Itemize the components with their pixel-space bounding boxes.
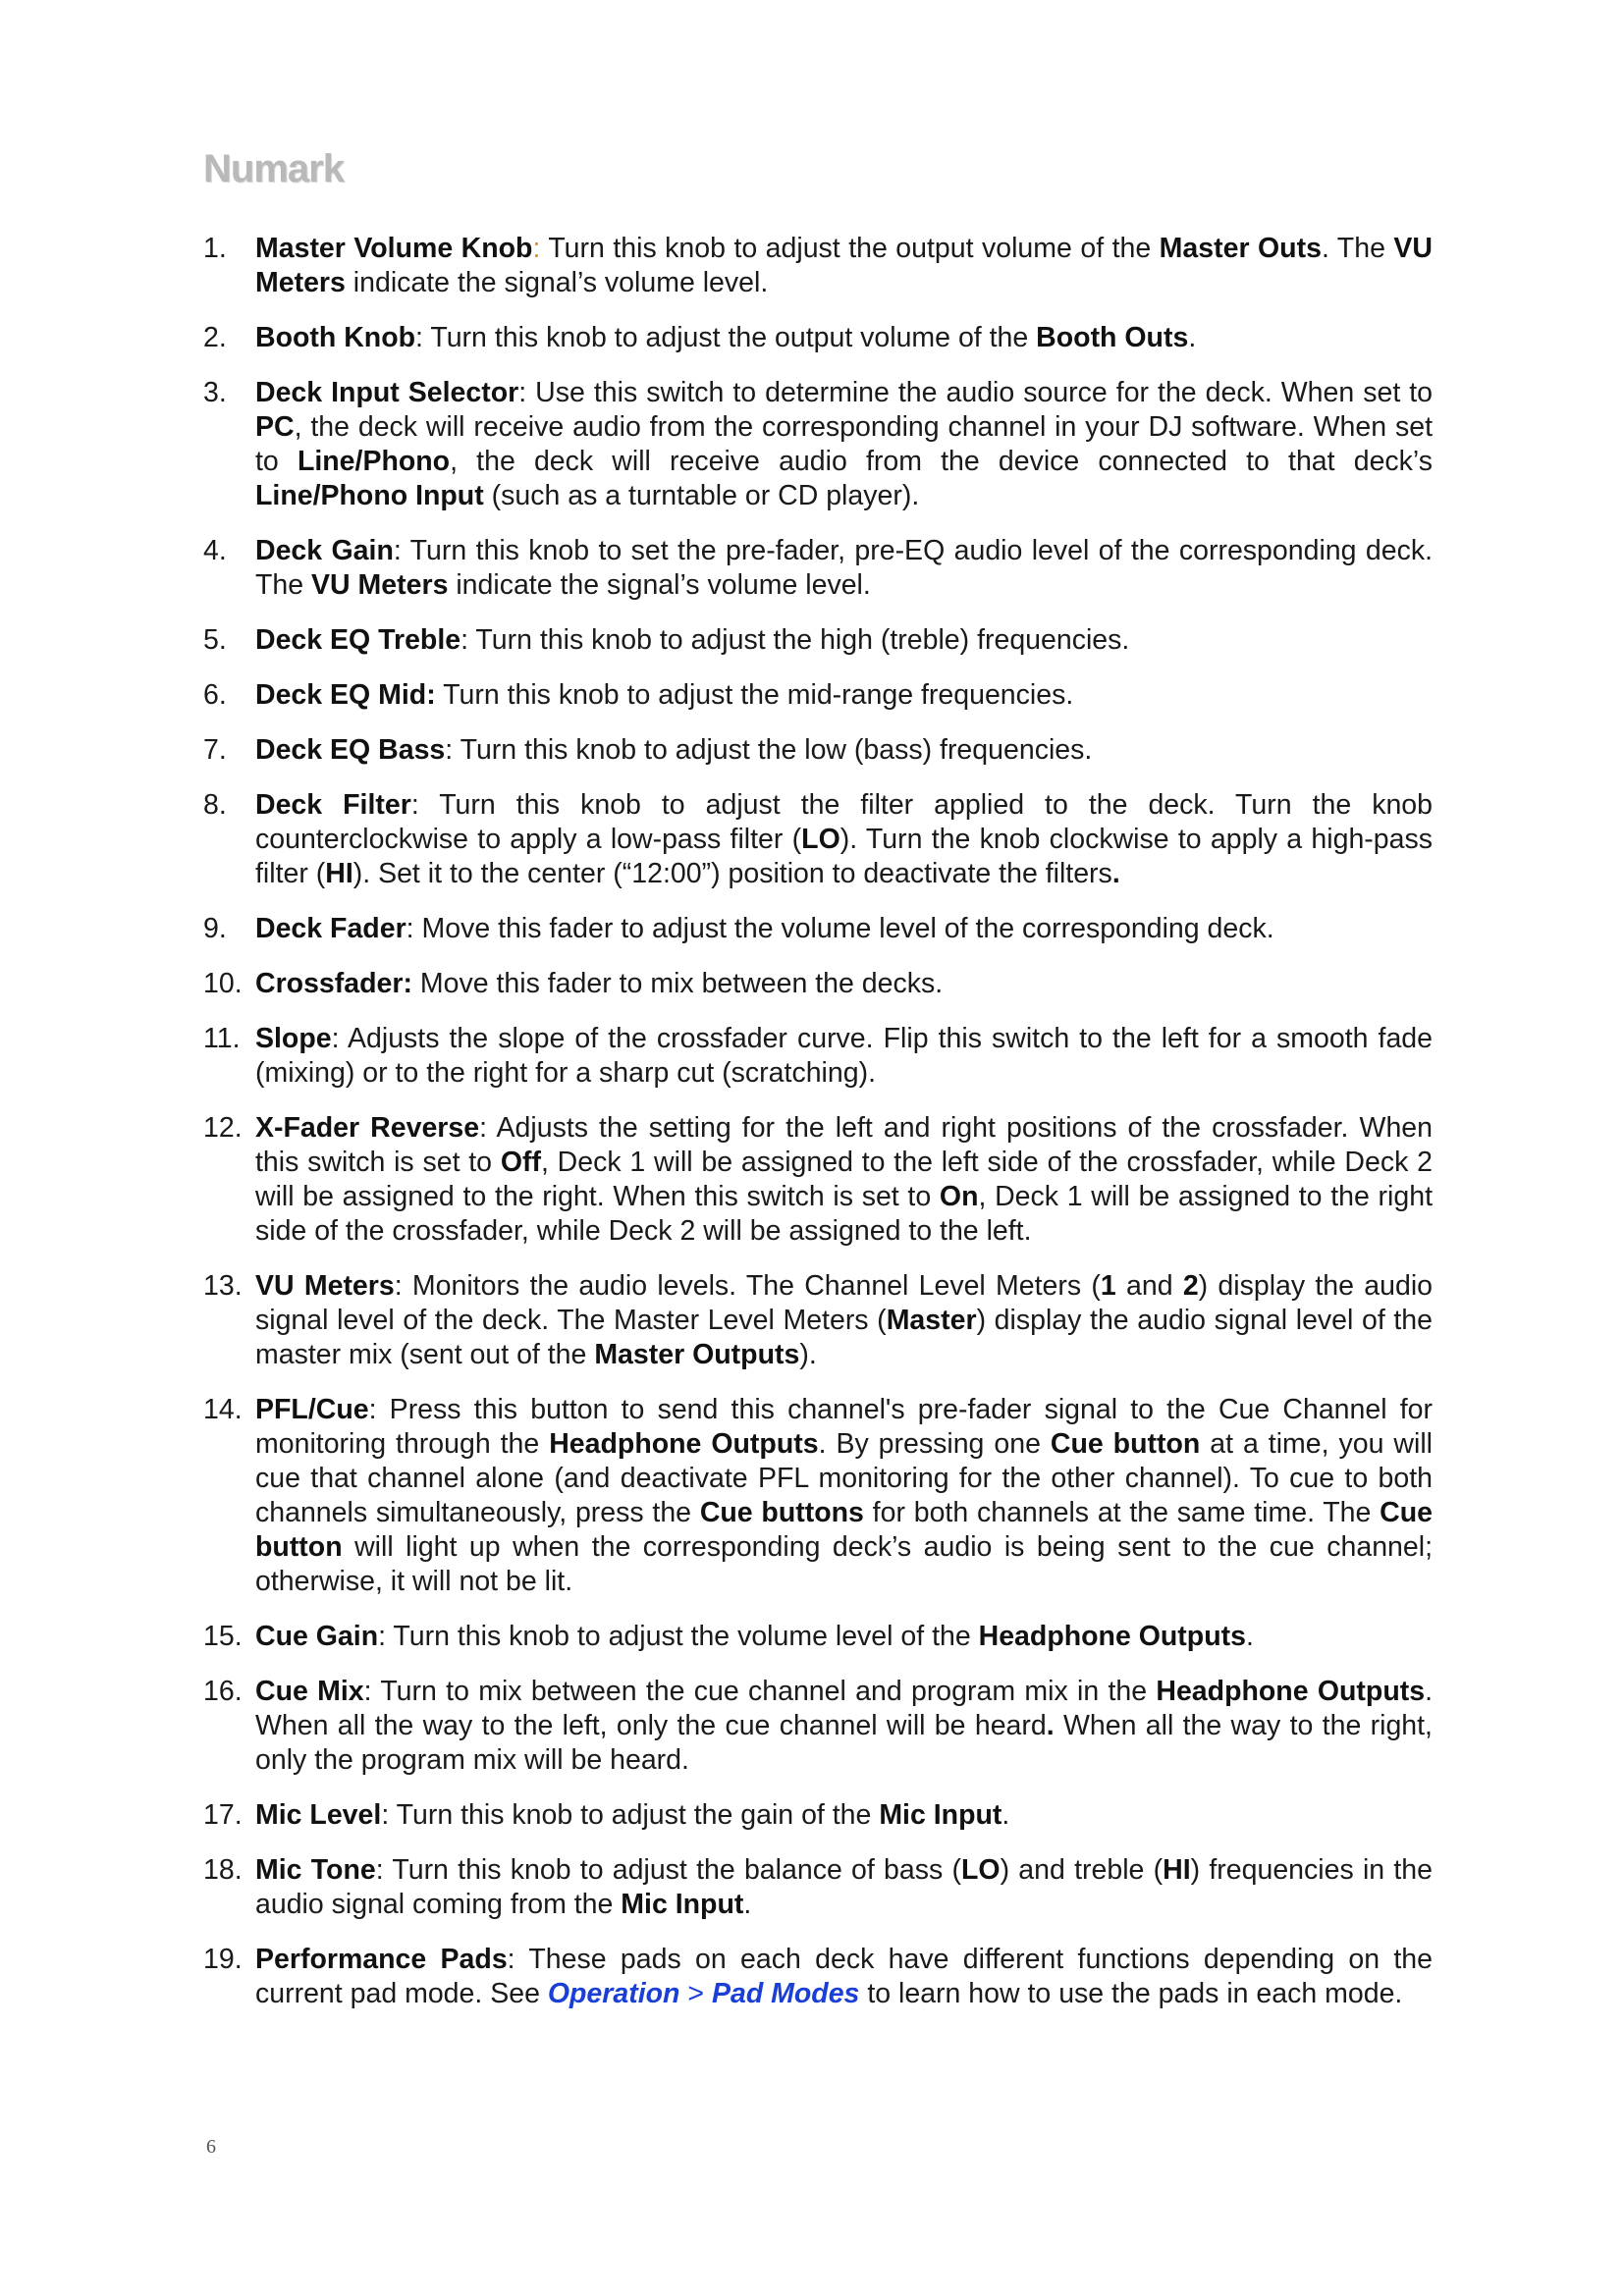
item-number: 3. bbox=[203, 377, 227, 408]
item-number: 14. bbox=[203, 1394, 243, 1425]
list-item: 16. Cue Mix: Turn to mix between the cue channel and program mix in the Headphone Outputs. When all the way to the left, only the cue channel will be heard. When all the way to the right, only the program mix will be heard. bbox=[203, 1676, 1433, 1776]
term-deck-input-selector: Deck Input Selector bbox=[255, 377, 519, 408]
term-crossfader: Crossfader: bbox=[255, 968, 412, 999]
pad-modes-link[interactable]: Pad Modes bbox=[711, 1978, 860, 2009]
item-number: 13. bbox=[203, 1270, 243, 1302]
list-item: 12. X-Fader Reverse: Adjusts the setting for the left and right positions of the crossfader. When this switch is set to Off, Deck 1 will be assigned to the left side of the crossfader, while Deck 2 will be assigned to the right. When this switch is set to On, Deck 1 will be assigned to the right side of the crossfader, while Deck 2 will be assigned to the left. bbox=[203, 1112, 1433, 1247]
list-item: 9. Deck Fader: Move this fader to adjust the volume level of the corresponding deck. bbox=[203, 913, 1274, 944]
term-booth-knob: Booth Knob bbox=[255, 322, 416, 353]
item-number: 7. bbox=[203, 734, 227, 766]
term-vu-meters: VU Meters bbox=[255, 1270, 395, 1302]
item-number: 11. bbox=[203, 1023, 241, 1054]
term-deck-eq-treble: Deck EQ Treble bbox=[255, 624, 461, 656]
item-number: 16. bbox=[203, 1676, 243, 1707]
term-cue-gain: Cue Gain bbox=[255, 1621, 379, 1652]
list-item: 11. Slope: Adjusts the slope of the crossfader curve. Flip this switch to the left for a smooth fade (mixing) or to the right for a sharp cut (scratching). bbox=[203, 1023, 1433, 1089]
term-pfl-cue: PFL/Cue bbox=[255, 1394, 369, 1425]
list-item: 7. Deck EQ Bass: Turn this knob to adjust the low (bass) frequencies. bbox=[203, 734, 1093, 766]
list-item: 4. Deck Gain: Turn this knob to set the pre-fader, pre-EQ audio level of the corresponding deck. The VU Meters indicate the signal’s volume level. bbox=[203, 535, 1433, 601]
item-number: 2. bbox=[203, 322, 227, 353]
term-mic-tone: Mic Tone bbox=[255, 1854, 376, 1886]
term-mic-level: Mic Level bbox=[255, 1799, 382, 1831]
brand-logo: Numark bbox=[203, 147, 344, 190]
list-item: 13. VU Meters: Monitors the audio levels. The Channel Level Meters (1 and 2) display the audio signal level of the deck. The Master Level Meters (Master) display the audio signal level of the master mix (sent out of the Master Outputs). bbox=[203, 1270, 1434, 1370]
list-item: 2. Booth Knob: Turn this knob to adjust the output volume of the Booth Outs. bbox=[203, 322, 1197, 353]
item-number: 9. bbox=[203, 913, 227, 944]
list-item: 17. Mic Level: Turn this knob to adjust the gain of the Mic Input. bbox=[203, 1799, 1010, 1831]
term-slope: Slope bbox=[255, 1023, 332, 1054]
list-item: 1. Master Volume Knob: Turn this knob to adjust the output volume of the Master Outs. The VU Meters indicate the signal’s volume level. bbox=[203, 233, 1433, 298]
control-description-list bbox=[203, 232, 1433, 2032]
item-number: 5. bbox=[203, 624, 227, 656]
list-item: 8. Deck Filter: Turn this knob to adjust the filter applied to the deck. Turn the knob counterclockwise to apply a low-pass filter (LO). Turn the knob clockwise to apply a high-pass filter (HI). Set it to the center (“12:00”) position to deactivate the filters. bbox=[203, 789, 1433, 889]
term-cue-mix: Cue Mix bbox=[255, 1676, 364, 1707]
item-number: 10. bbox=[203, 968, 243, 999]
list-item: 14. PFL/Cue: Press this button to send this channel's pre-fader signal to the Cue Channel for monitoring through the Headphone Outputs. By pressing one Cue button at a time, you will cue that channel alone (and deactivate PFL monitoring for the other channel). To cue to both channels simultaneously, press the Cue buttons for both channels at the same time. The Cue button will light up when the corresponding deck’s audio is being sent to the cue channel; otherwise, it will not be lit. bbox=[203, 1394, 1433, 1597]
list-item: 15. Cue Gain: Turn this knob to adjust the volume level of the Headphone Outputs. bbox=[203, 1621, 1254, 1652]
term-deck-eq-bass: Deck EQ Bass bbox=[255, 734, 446, 766]
item-number: 17. bbox=[203, 1799, 243, 1831]
list-item: 19. Performance Pads: These pads on each deck have different functions depending on the current pad mode. See Operation > Pad Modes to learn how to use the pads in each mode. bbox=[203, 1944, 1433, 2009]
term-performance-pads: Performance Pads bbox=[255, 1944, 508, 1975]
term-x-fader-reverse: X-Fader Reverse bbox=[255, 1112, 480, 1144]
term-master-volume-knob: Master Volume Knob bbox=[255, 233, 533, 264]
item-number: 4. bbox=[203, 535, 227, 566]
item-number: 8. bbox=[203, 789, 227, 821]
term-deck-fader: Deck Fader bbox=[255, 913, 406, 944]
list-item: 3. Deck Input Selector: Use this switch to determine the audio source for the deck. When set to PC, the deck will receive audio from the corresponding channel in your DJ software. When set to Line/Phono, the deck will receive audio from the device connected to that deck’s Line/Phono Input (such as a turntable or CD player). bbox=[203, 377, 1434, 511]
list-item: 6. Deck EQ Mid: Turn this knob to adjust the mid-range frequencies. bbox=[203, 679, 1074, 711]
term-deck-gain: Deck Gain bbox=[255, 535, 394, 566]
term-deck-filter: Deck Filter bbox=[255, 789, 411, 821]
list-item: 18. Mic Tone: Turn this knob to adjust the balance of bass (LO) and treble (HI) frequencies in the audio signal coming from the Mic Input. bbox=[203, 1854, 1433, 1920]
item-number: 19. bbox=[203, 1944, 243, 1975]
page-number: 6 bbox=[206, 2136, 216, 2158]
item-number: 15. bbox=[203, 1621, 243, 1652]
item-number: 1. bbox=[203, 233, 227, 264]
item-number: 12. bbox=[203, 1112, 243, 1144]
item-number: 6. bbox=[203, 679, 227, 711]
list-item: 5. Deck EQ Treble: Turn this knob to adjust the high (treble) frequencies. bbox=[203, 624, 1130, 656]
item-number: 18. bbox=[203, 1854, 243, 1886]
operation-link[interactable]: Operation bbox=[547, 1978, 680, 2009]
term-deck-eq-mid: Deck EQ Mid: bbox=[255, 679, 436, 711]
list-item: 10. Crossfader: Move this fader to mix between the decks. bbox=[203, 968, 944, 999]
